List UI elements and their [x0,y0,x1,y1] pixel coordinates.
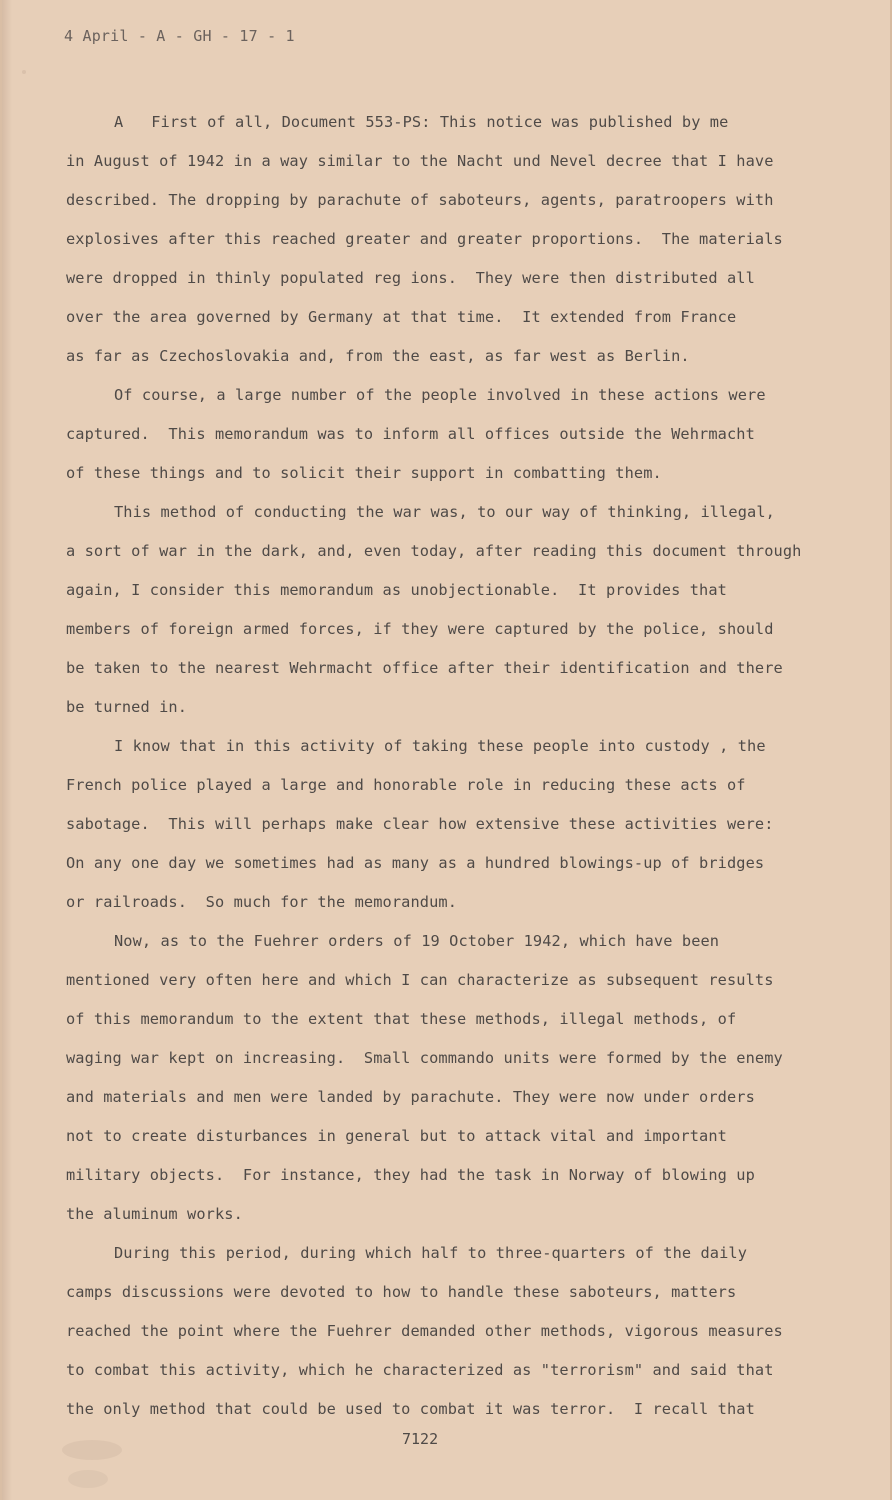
text-line: Now, as to the Fuehrer orders of 19 October 1942, which have been [114,932,720,950]
text-line: Of course, a large number of the people involved in these actions were [114,386,766,404]
text-line: of these things and to solicit their support in combatting them. [66,464,662,482]
text-line: were dropped in thinly populated reg ions. They were then distributed all [66,269,755,287]
text-line: described. The dropping by parachute of saboteurs, agents, paratroopers with [66,191,774,209]
text-line: captured. This memorandum was to inform all offices outside the Wehrmacht [66,425,755,443]
text-line: During this period, during which half to three-quarters of the daily [114,1244,748,1262]
text-line: reached the point where the Fuehrer demanded other methods, vigorous measures [66,1322,783,1340]
paper-stain [62,1440,122,1460]
text-line: or railroads. So much for the memorandum. [66,893,457,911]
page-header-reference: 4 April - A - GH - 17 - 1 [64,27,295,45]
text-line: military objects. For instance, they had the task in Norway of blowing up [66,1166,755,1184]
text-line: mentioned very often here and which I can characterize as subsequent results [66,971,774,989]
text-line: a sort of war in the dark, and, even today, after reading this document through [66,542,802,560]
text-line: in August of 1942 in a way similar to the Nacht und Nevel decree that I have [66,152,774,170]
text-line: not to create disturbances in general but to attack vital and important [66,1127,727,1145]
text-line: and materials and men were landed by parachute. They were now under orders [66,1088,755,1106]
text-line: French police played a large and honorable role in reducing these acts of [66,776,746,794]
page-number: 7122 [402,1430,439,1448]
text-line: be turned in. [66,698,188,716]
text-line: camps discussions were devoted to how to handle these saboteurs, matters [66,1283,737,1301]
text-line: A First of all, Document 553-PS: This notice was published by me [114,113,729,131]
text-line: again, I consider this memorandum as unobjectionable. It provides that [66,581,727,599]
paper-stain [68,1470,108,1488]
text-line: I know that in this activity of taking these people into custody , the [114,737,766,755]
text-line: as far as Czechoslovakia and, from the east, as far west as Berlin. [66,347,690,365]
text-line: members of foreign armed forces, if they were captured by the police, should [66,620,774,638]
text-line: the aluminum works. [66,1205,243,1223]
text-line: sabotage. This will perhaps make clear how extensive these activities were: [66,815,774,833]
text-line: to combat this activity, which he characterized as "terrorism" and said that [66,1361,774,1379]
text-line: of this memorandum to the extent that these methods, illegal methods, of [66,1010,737,1028]
text-line: over the area governed by Germany at that time. It extended from France [66,308,737,326]
paper-speck [22,70,26,74]
document-body [66,103,846,1429]
text-line: the only method that could be used to combat it was terror. I recall that [66,1400,755,1418]
text-line: On any one day we sometimes had as many as a hundred blowings-up of bridges [66,854,765,872]
text-line: be taken to the nearest Wehrmacht office after their identification and there [66,659,783,677]
page-edge-shadow [2,0,12,1500]
text-line: explosives after this reached greater and greater proportions. The materials [66,230,783,248]
text-line: This method of conducting the war was, to our way of thinking, illegal, [114,503,775,521]
text-line: waging war kept on increasing. Small commando units were formed by the enemy [66,1049,783,1067]
